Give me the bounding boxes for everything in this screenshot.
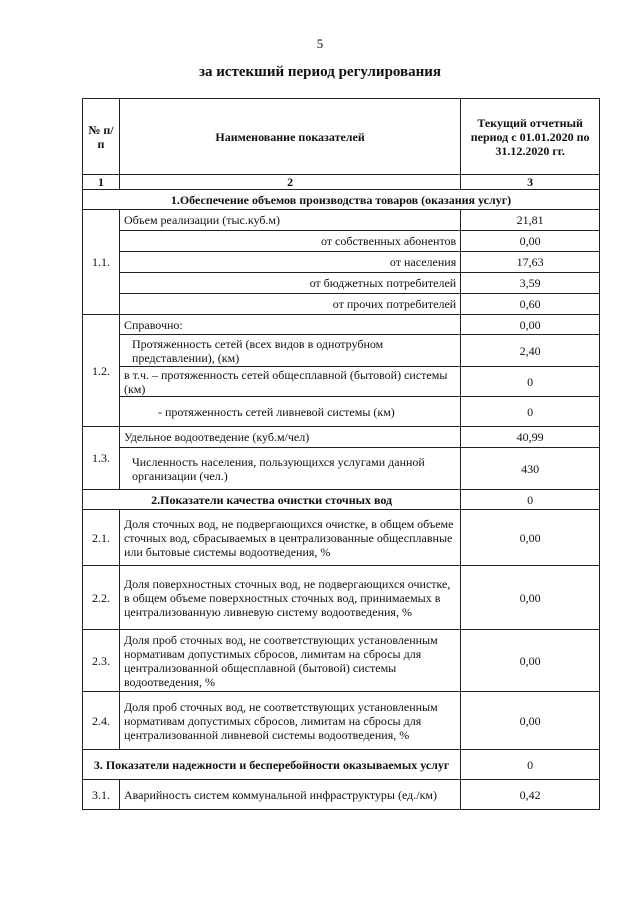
col-number-2: 2 [119,175,460,190]
section-1-title: 1.Обеспечение объемов производства товаров (оказания услуг) [83,190,600,210]
indicator-label: Аварийность систем коммунальной инфраструктуры (ед./км) [119,780,460,810]
indicator-label: Удельное водоотведение (куб.м/чел) [119,427,460,448]
indicator-value: 40,99 [461,427,600,448]
indicator-label: Доля сточных вод, не подвергающихся очистке, в общем объеме сточных вод, сбрасываемых в централизованные общесплавные или бытовые системы водоотведения, % [119,510,460,566]
header-num: № п/п [83,99,120,175]
indicator-value: 0,00 [461,630,600,692]
indicator-value: 0 [461,367,600,397]
indicator-label: от населения [119,252,460,273]
table-header-row [83,99,600,175]
document-title: за истекший период регулирования [198,64,442,80]
indicator-value: 0 [461,397,600,427]
table-row [83,252,600,273]
indicator-label: от прочих потребителей [119,294,460,315]
table-row [83,448,600,490]
indicator-label: Протяженность сетей (всех видов в однотрубном представлении), (км) [119,335,460,367]
section-3-header [83,750,600,780]
table-row [83,397,600,427]
section-1-header [83,190,600,210]
indicator-value: 17,63 [461,252,600,273]
row-number: 2.3. [83,630,120,692]
indicator-value: 0,42 [461,780,600,810]
row-number: 2.4. [83,692,120,750]
indicator-label: Справочно: [119,315,460,335]
indicator-value: 0,00 [461,692,600,750]
section-2-header [83,490,600,510]
column-number-row [83,175,600,190]
indicators-table [82,98,600,810]
table-row [83,294,600,315]
indicator-value: 430 [461,448,600,490]
table-row [83,510,600,566]
indicator-label: Доля проб сточных вод, не соответствующих установленным нормативам допустимых сбросов, лимитам на сбросы для централизованной ливневой системы водоотведения, % [119,692,460,750]
row-number: 1.2. [83,315,120,427]
section-3-title: 3. Показатели надежности и бесперебойности оказываемых услуг [83,750,461,780]
table-row [83,566,600,630]
table-row [83,630,600,692]
indicator-label: в т.ч. – протяженность сетей общесплавной (бытовой) системы (км) [119,367,460,397]
table-row [83,692,600,750]
indicator-value: 0,00 [461,231,600,252]
col-number-1: 1 [83,175,120,190]
table-row [83,335,600,367]
indicator-label: - протяженность сетей ливневой системы (км) [119,397,460,427]
indicator-value: 3,59 [461,273,600,294]
table-row [83,210,600,231]
indicator-label: Доля поверхностных сточных вод, не подвергающихся очистке, в общем объеме поверхностных сточных вод, принимаемых в централизованную ливневую систему водоотведения, % [119,566,460,630]
table-row [83,780,600,810]
indicator-value: 2,40 [461,335,600,367]
section-3-value: 0 [461,750,600,780]
indicator-value: 0,00 [461,315,600,335]
table-row [83,315,600,335]
indicator-label: от собственных абонентов [119,231,460,252]
table-row [83,273,600,294]
header-name: Наименование показателей [119,99,460,175]
table-row [83,427,600,448]
section-2-value: 0 [461,490,600,510]
row-number: 2.1. [83,510,120,566]
row-number: 1.3. [83,427,120,490]
indicator-value: 0,00 [461,510,600,566]
indicator-label: от бюджетных потребителей [119,273,460,294]
page-number: 5 [316,36,324,51]
table-row [83,367,600,397]
indicator-label: Доля проб сточных вод, не соответствующих установленным нормативам допустимых сбросов, лимитам на сбросы для централизованной общесплавной (бытовой) системы водоотведения, % [119,630,460,692]
indicator-label: Численность населения, пользующихся услугами данной организации (чел.) [119,448,460,490]
table-row [83,231,600,252]
section-2-title: 2.Показатели качества очистки сточных вод [83,490,461,510]
indicator-value: 0,60 [461,294,600,315]
header-period: Текущий отчетный период с 01.01.2020 по 31.12.2020 гг. [461,99,600,175]
row-number: 2.2. [83,566,120,630]
indicator-value: 0,00 [461,566,600,630]
indicator-label: Объем реализации (тыс.куб.м) [119,210,460,231]
row-number: 3.1. [83,780,120,810]
row-number: 1.1. [83,210,120,315]
indicator-value: 21,81 [461,210,600,231]
col-number-3: 3 [461,175,600,190]
